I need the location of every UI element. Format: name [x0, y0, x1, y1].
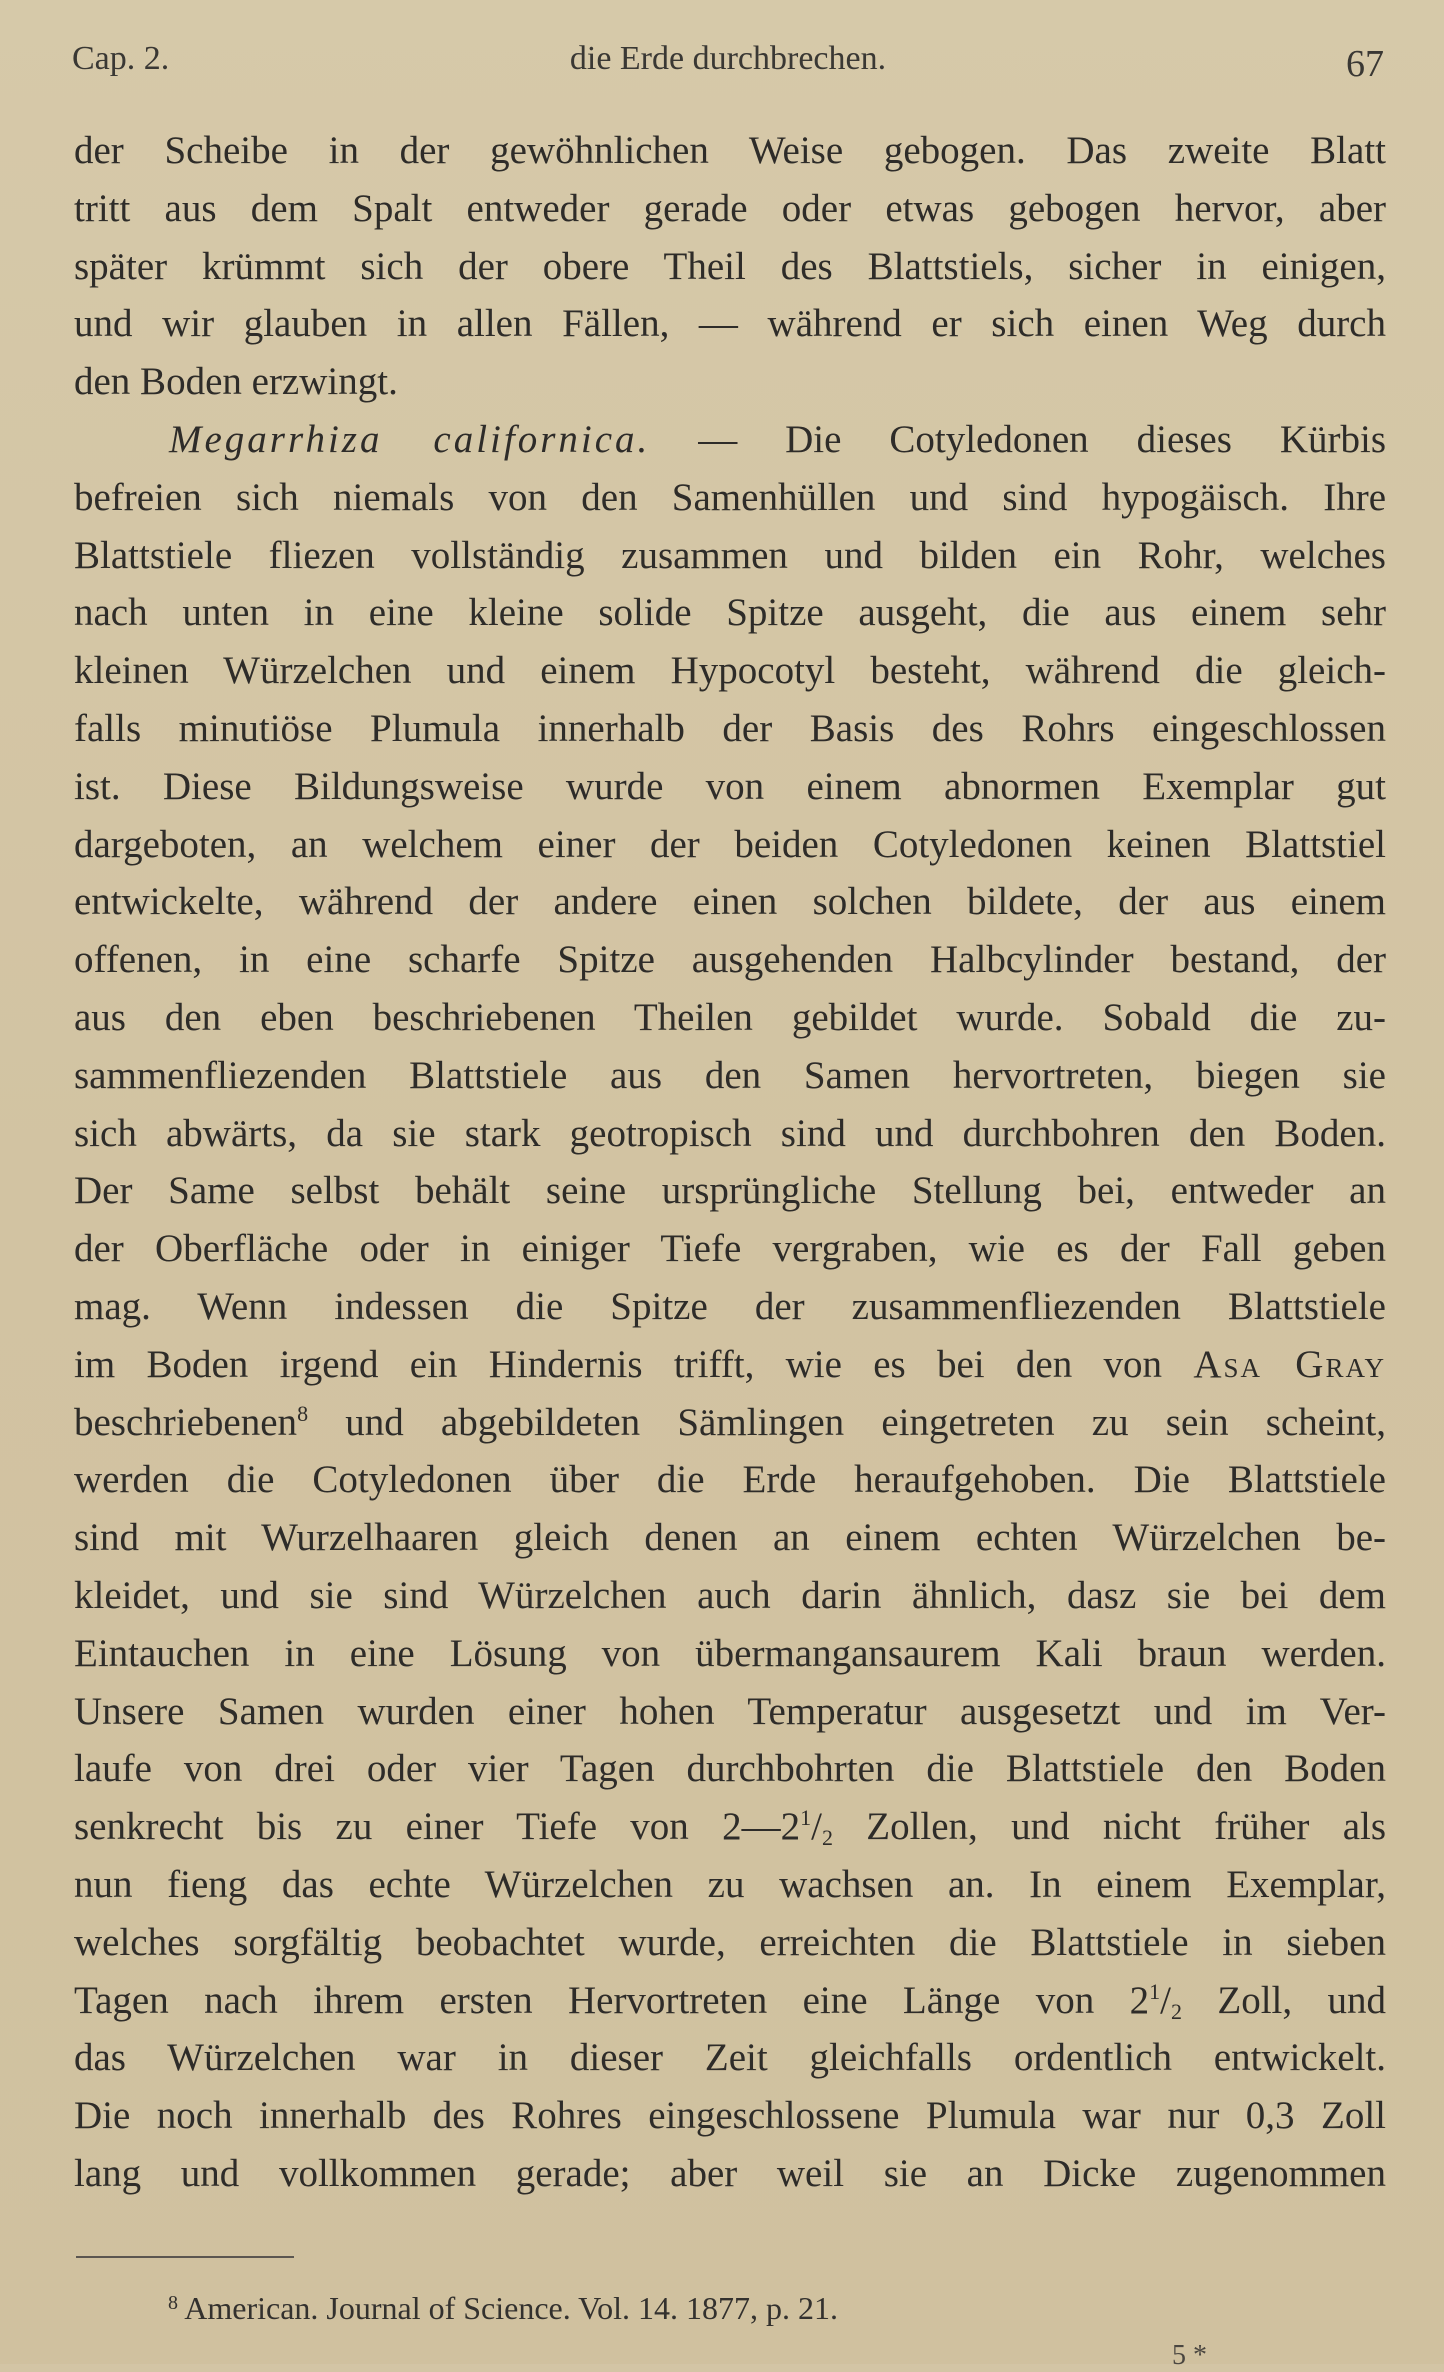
body-text	[74, 122, 1386, 2203]
text-line: dargeboten, an welchem einer der beiden Cotyledonen keinen Blattstiel	[74, 822, 1386, 866]
length-line-end: Zoll, und	[1217, 1978, 1386, 2022]
length-fraction-denominator: 2	[1170, 1998, 1182, 2024]
length-whole: 2	[1129, 1978, 1150, 2022]
species-line-rest: — Die Cotyledonen dieses Kürbis	[698, 417, 1386, 461]
text-line-author	[74, 1336, 1386, 1394]
text-line-length	[74, 1972, 1386, 2030]
text-line: den Boden erzwingt.	[74, 360, 398, 404]
printer-signature-mark: 5 *	[1172, 2340, 1207, 2371]
species-name: Megarrhiza californica.	[169, 417, 651, 461]
length-line-start: Tagen nach ihrem ersten Hervortreten eine Länge von	[74, 1978, 1095, 2022]
text-line: später krümmt sich der obere Theil des Blattstiels, sicher in einigen,	[74, 244, 1386, 288]
page-number: 67	[1346, 43, 1384, 85]
text-line: Der Same selbst behält seine ursprüngliche Stellung bei, entweder an	[74, 1169, 1386, 1213]
fraction-numerator: 1	[800, 1805, 812, 1831]
range-line-start: senkrecht bis zu einer Tiefe von	[74, 1805, 689, 1849]
text-line: sammenfliezenden Blattstiele aus den Samen hervortreten, biegen sie	[74, 1053, 1386, 1097]
text-line: kleinen Würzelchen und einem Hypocotyl besteht, während die gleich-	[74, 649, 1386, 693]
footnote-text: American. Journal of Science. Vol. 14. 1877, p. 21.	[184, 2290, 839, 2326]
text-line: nach unten in eine kleine solide Spitze ausgeht, die aus einem sehr	[74, 591, 1386, 635]
text-line: falls minutiöse Plumula innerhalb der Basis des Rohrs eingeschlossen	[74, 706, 1386, 750]
text-line: offenen, in eine scharfe Spitze ausgehenden Halbcylinder bestand, der	[74, 938, 1386, 982]
running-head	[72, 40, 1384, 86]
fraction-slash: /	[811, 1805, 822, 1849]
range-line-end: Zollen, und nicht früher als	[866, 1805, 1386, 1849]
text-line: sich abwärts, da sie stark geotropisch sind und durchbohren den Boden.	[74, 1111, 1386, 1155]
text-line: laufe von drei oder vier Tagen durchbohrten die Blattstiele den Boden	[74, 1747, 1386, 1791]
length-fraction-slash: /	[1160, 1978, 1171, 2022]
text-line: befreien sich niemals von den Samenhüllen und sind hypogäisch. Ihre	[74, 475, 1386, 519]
text-line: sind mit Wurzelhaaren gleich denen an einem echten Würzelchen be-	[74, 1516, 1386, 1560]
chapter-label: Cap. 2.	[72, 40, 170, 77]
text-line-range	[74, 1798, 1386, 1856]
text-line: mag. Wenn indessen die Spitze der zusammenfliezenden Blattstiele	[74, 1284, 1386, 1328]
range-dash: —	[741, 1805, 781, 1849]
beschrieben-word: beschriebenen	[74, 1400, 298, 1444]
footnote-rule	[76, 2256, 294, 2258]
text-line: Blattstiele fliezen vollständig zusammen und bilden ein Rohr, welches	[74, 533, 1386, 577]
fraction-denominator: 2	[821, 1825, 833, 1851]
text-line: werden die Cotyledonen über die Erde heraufgehoben. Die Blattstiele	[74, 1458, 1386, 1502]
section-title: die Erde durchbrechen.	[569, 40, 887, 77]
text-line: der Oberfläche oder in einiger Tiefe vergraben, wie es der Fall geben	[74, 1227, 1386, 1271]
range-start: 2	[722, 1805, 742, 1849]
text-line-species	[74, 411, 1386, 469]
text-line: lang und vollkommen gerade; aber weil sie an Dicke zugenommen	[74, 2151, 1386, 2195]
text-line: ist. Diese Bildungsweise wurde von einem abnormen Exemplar gut	[74, 764, 1386, 808]
text-line: kleidet, und sie sind Würzelchen auch darin ähnlich, dasz sie bei dem	[74, 1573, 1386, 1617]
text-line: der Scheibe in der gewöhnlichen Weise gebogen. Das zweite Blatt	[74, 129, 1386, 172]
text-line: nun fieng das echte Würzelchen zu wachsen an. In einem Exemplar,	[74, 1862, 1386, 1906]
author-name: Asa Gray	[1193, 1342, 1386, 1386]
text-line: Unsere Samen wurden einer hohen Temperatur ausgesetzt und im Ver-	[74, 1689, 1386, 1733]
footnote	[168, 2290, 838, 2327]
text-line: tritt aus dem Spalt entweder gerade oder etwas gebogen hervor, aber	[74, 186, 1386, 230]
text-line-footnote-ref	[74, 1394, 1386, 1452]
text-line: aus den eben beschriebenen Theilen gebildet wurde. Sobald die zu-	[74, 995, 1386, 1039]
footnote-line-rest: und abgebildeten Sämlingen eingetreten zu sein scheint,	[345, 1400, 1386, 1444]
author-line-start: im Boden irgend ein Hindernis trifft, wie es bei den von	[74, 1342, 1163, 1386]
footnote-marker: 8	[168, 2292, 178, 2314]
footnote-reference[interactable]: 8	[297, 1400, 309, 1426]
text-line: das Würzelchen war in dieser Zeit gleichfalls ordentlich entwickelt.	[74, 2036, 1386, 2080]
length-fraction-numerator: 1	[1149, 1978, 1161, 2004]
range-whole: 2	[780, 1805, 801, 1849]
text-line: Die noch innerhalb des Rohres eingeschlossene Plumula war nur 0,3 Zoll	[74, 2094, 1386, 2138]
text-line: Eintauchen in eine Lösung von übermangansaurem Kali braun werden.	[74, 1631, 1386, 1675]
text-line: und wir glauben in allen Fällen, — während er sich einen Weg durch	[74, 302, 1386, 346]
text-line: welches sorgfältig beobachtet wurde, erreichten die Blattstiele in sieben	[74, 1920, 1386, 1964]
text-line: entwickelte, während der andere einen solchen bildete, der aus einem	[74, 880, 1386, 924]
